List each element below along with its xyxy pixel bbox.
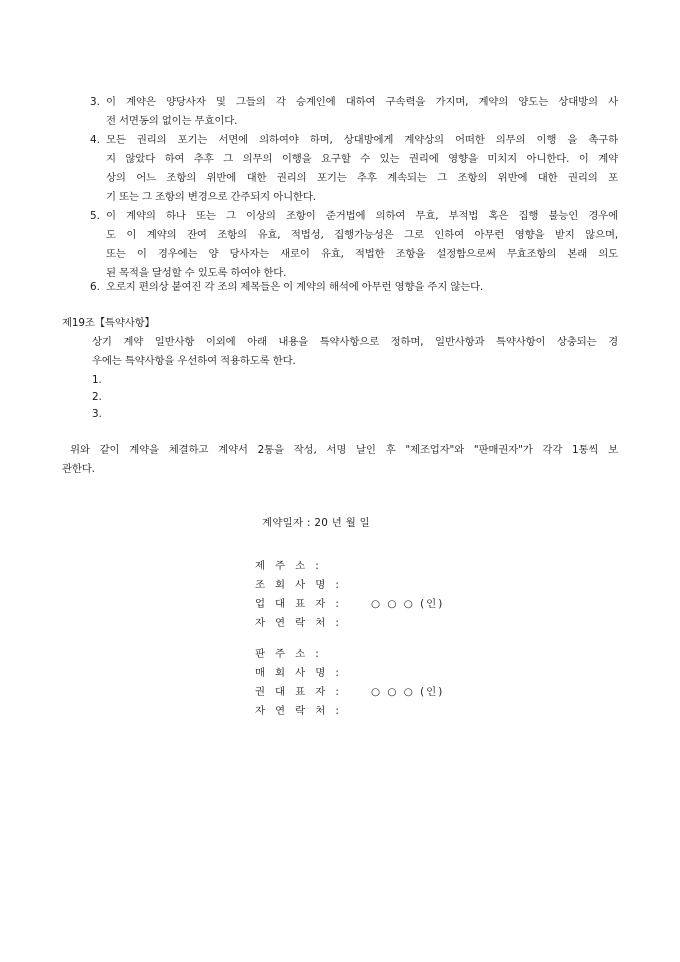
clause-line: 이 계약은 양당사자 및 그들의 각 승계인에 대하여 구속력을 가지며, 계약의 양도는 상대방의 사 [106, 96, 618, 108]
side-letter: 매 [255, 667, 266, 679]
clause-line: 전 서면동의 없이는 무효이다. [106, 115, 238, 127]
article-19-body-line: 상기 계약 일반사항 이외에 아래 내용을 특약사항으로 정하며, 일반사항과 특약사항이 상충되는 경 [92, 336, 618, 348]
clause-number: 4. [90, 134, 100, 146]
side-letter: 자 [255, 617, 266, 629]
clause-number: 5. [90, 210, 100, 222]
side-letter: 권 [255, 686, 266, 698]
clause-line: 기 또는 그 조항의 변경으로 간주되지 아니한다. [106, 191, 316, 203]
clause-number: 3. [90, 96, 100, 108]
clause-number: 6. [90, 281, 100, 293]
signature-row [255, 597, 444, 612]
clause-line: 모든 권리의 포기는 서면에 의하여야 하며, 상대방에게 계약상의 어떠한 의무의 이행 을 촉구하 [106, 134, 618, 146]
representative-seal: ○ ○ ○ (인) [371, 598, 445, 610]
side-letter: 판 [255, 648, 266, 660]
clause-line: 또는 이 경우에는 양 당사자는 새로이 유효, 적법한 조항을 설정함으로써 무효조항의 본래 의도 [106, 248, 618, 260]
clause-line: 이 계약의 하나 또는 그 이상의 조항이 준거법에 의하여 무효, 부적법 혹은 집행 불능인 경우에 [106, 210, 618, 222]
clause-line: 오로지 편의상 붙여진 각 조의 제목들은 이 계약의 해석에 아무런 영향을 주지 않는다. [106, 281, 484, 293]
field-label: 연 락 처 : [275, 617, 343, 629]
signature-row [255, 704, 353, 719]
special-item-number: 3. [92, 408, 102, 420]
clause-line: 도 이 계약의 잔여 조항의 유효, 적법성, 집행가능성은 그로 인하여 아무런 영향을 받지 않으며, [106, 229, 618, 241]
signature-row [255, 578, 353, 593]
representative-seal: ○ ○ ○ (인) [371, 686, 445, 698]
field-label: 회 사 명 : [275, 579, 343, 591]
signature-row [255, 685, 444, 700]
special-item-number: 1. [92, 374, 102, 386]
special-item-number: 2. [92, 391, 102, 403]
article-19-body-line: 우에는 특약사항을 우선하여 적용하도록 한다. [92, 355, 296, 367]
side-letter: 자 [255, 705, 266, 717]
signature-row [255, 616, 353, 631]
signature-row [255, 666, 353, 681]
side-letter: 제 [255, 560, 266, 572]
field-label: 주 소 : [275, 648, 323, 660]
field-label: 주 소 : [275, 560, 323, 572]
clause-line: 지 않았다 하여 추후 그 의무의 이행을 요구할 수 있는 권리에 영향을 미치지 아니한다. 이 계약 [106, 153, 618, 165]
signature-row [255, 559, 353, 574]
field-label: 연 락 처 : [275, 705, 343, 717]
signature-row [255, 647, 353, 662]
side-letter: 조 [255, 579, 266, 591]
side-letter: 업 [255, 598, 266, 610]
closing-line: 관한다. [62, 463, 95, 475]
field-label: 회 사 명 : [275, 667, 343, 679]
clause-line: 된 목적을 달성할 수 있도록 하여야 한다. [106, 267, 287, 279]
field-label: 대 표 자 : [275, 686, 343, 698]
article-19-title: 제19조【특약사항】 [62, 317, 155, 329]
closing-line: 위와 같이 계약을 체결하고 계약서 2통을 작성, 서명 날인 후 "제조업자"와 "판매권자"가 각각 1통씩 보 [70, 444, 618, 456]
clause-line: 상의 어느 조항의 위반에 대한 권리의 포기는 추후 계속되는 그 조항의 위반에 대한 권리의 포 [106, 172, 618, 184]
contract-date: 계약일자 : 20 년 월 일 [262, 517, 370, 529]
field-label: 대 표 자 : [275, 598, 343, 610]
